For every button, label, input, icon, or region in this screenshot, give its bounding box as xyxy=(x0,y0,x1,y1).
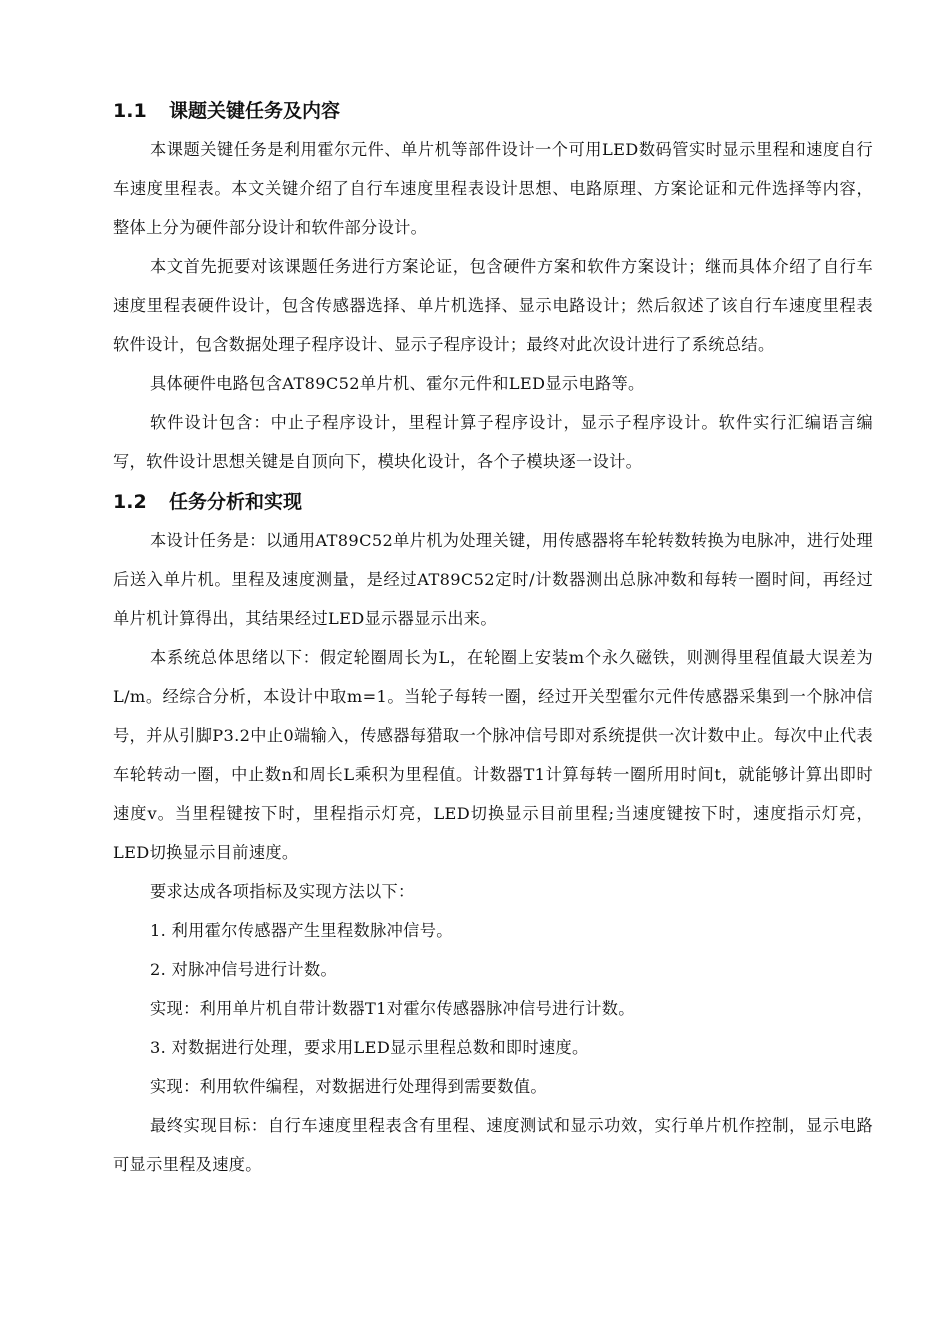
paragraph: 软件设计包含：中止子程序设计，里程计算子程序设计，显示子程序设计。软件实行汇编语言编写，软件设计思想关键是自顶向下，模块化设计，各个子模块逐一设计。 xyxy=(113,413,873,471)
paragraph: 本系统总体思绪以下：假定轮圈周长为L，在轮圈上安装m个永久磁铁，则测得里程值最大误差为L/m。经综合分析，本设计中取m=1。当轮子每转一圈，经过开关型霍尔元件传感器采集到一个脉冲信号，并从引脚P3.2中止0端输入，传感器每猎取一个脉冲信号即对系统提供一次计数中止。每次中止代表车轮转动一圈，中止数n和周长L乘积为里程值。计数器T1计算每转一圈所用时间t，就能够计算出即时速度v。当里程键按下时，里程指示灯亮，LED切换显示目前里程;当速度键按下时，速度指示灯亮，LED切换显示目前速度。 xyxy=(113,648,873,862)
paragraph: 本文首先扼要对该课题任务进行方案论证，包含硬件方案和软件方案设计；继而具体介绍了自行车速度里程表硬件设计，包含传感器选择、单片机选择、显示电路设计；然后叙述了该自行车速度里程表软件设计，包含数据处理子程序设计、显示子程序设计；最终对此次设计进行了系统总结。 xyxy=(113,257,873,354)
section-title: 课题关键任务及内容 xyxy=(169,100,341,122)
list-item: 2. 对脉冲信号进行计数。 xyxy=(150,960,338,979)
list-item: 1. 利用霍尔传感器产生里程数脉冲信号。 xyxy=(150,921,453,940)
section-title: 任务分析和实现 xyxy=(169,491,303,513)
list-item: 3. 对数据进行处理，要求用LED显示里程总数和即时速度。 xyxy=(150,1038,589,1057)
paragraph: 本课题关键任务是利用霍尔元件、单片机等部件设计一个可用LED数码管实时显示里程和速度自行车速度里程表。本文关键介绍了自行车速度里程表设计思想、电路原理、方案论证和元件选择等内容，整体上分为硬件部分设计和软件部分设计。 xyxy=(113,140,873,237)
section-number: 1.2 xyxy=(113,491,147,513)
paragraph: 实现：利用软件编程，对数据进行处理得到需要数值。 xyxy=(150,1077,547,1096)
section-number: 1.1 xyxy=(113,100,147,122)
paragraph: 最终实现目标：自行车速度里程表含有里程、速度测试和显示功效，实行单片机作控制，显示电路可显示里程及速度。 xyxy=(113,1116,873,1174)
paragraph: 实现：利用单片机自带计数器T1对霍尔传感器脉冲信号进行计数。 xyxy=(150,999,635,1018)
document-page xyxy=(113,96,873,1184)
paragraph: 本设计任务是：以通用AT89C52单片机为处理关键，用传感器将车轮转数转换为电脉冲，进行处理后送入单片机。里程及速度测量，是经过AT89C52定时/计数器测出总脉冲数和每转一圈时间，再经过单片机计算得出，其结果经过LED显示器显示出来。 xyxy=(113,531,873,628)
paragraph: 要求达成各项指标及实现方法以下： xyxy=(150,882,415,901)
section-heading-1-1 xyxy=(113,96,873,126)
paragraph: 具体硬件电路包含AT89C52单片机、霍尔元件和LED显示电路等。 xyxy=(150,374,645,393)
section-heading-1-2 xyxy=(113,487,873,517)
